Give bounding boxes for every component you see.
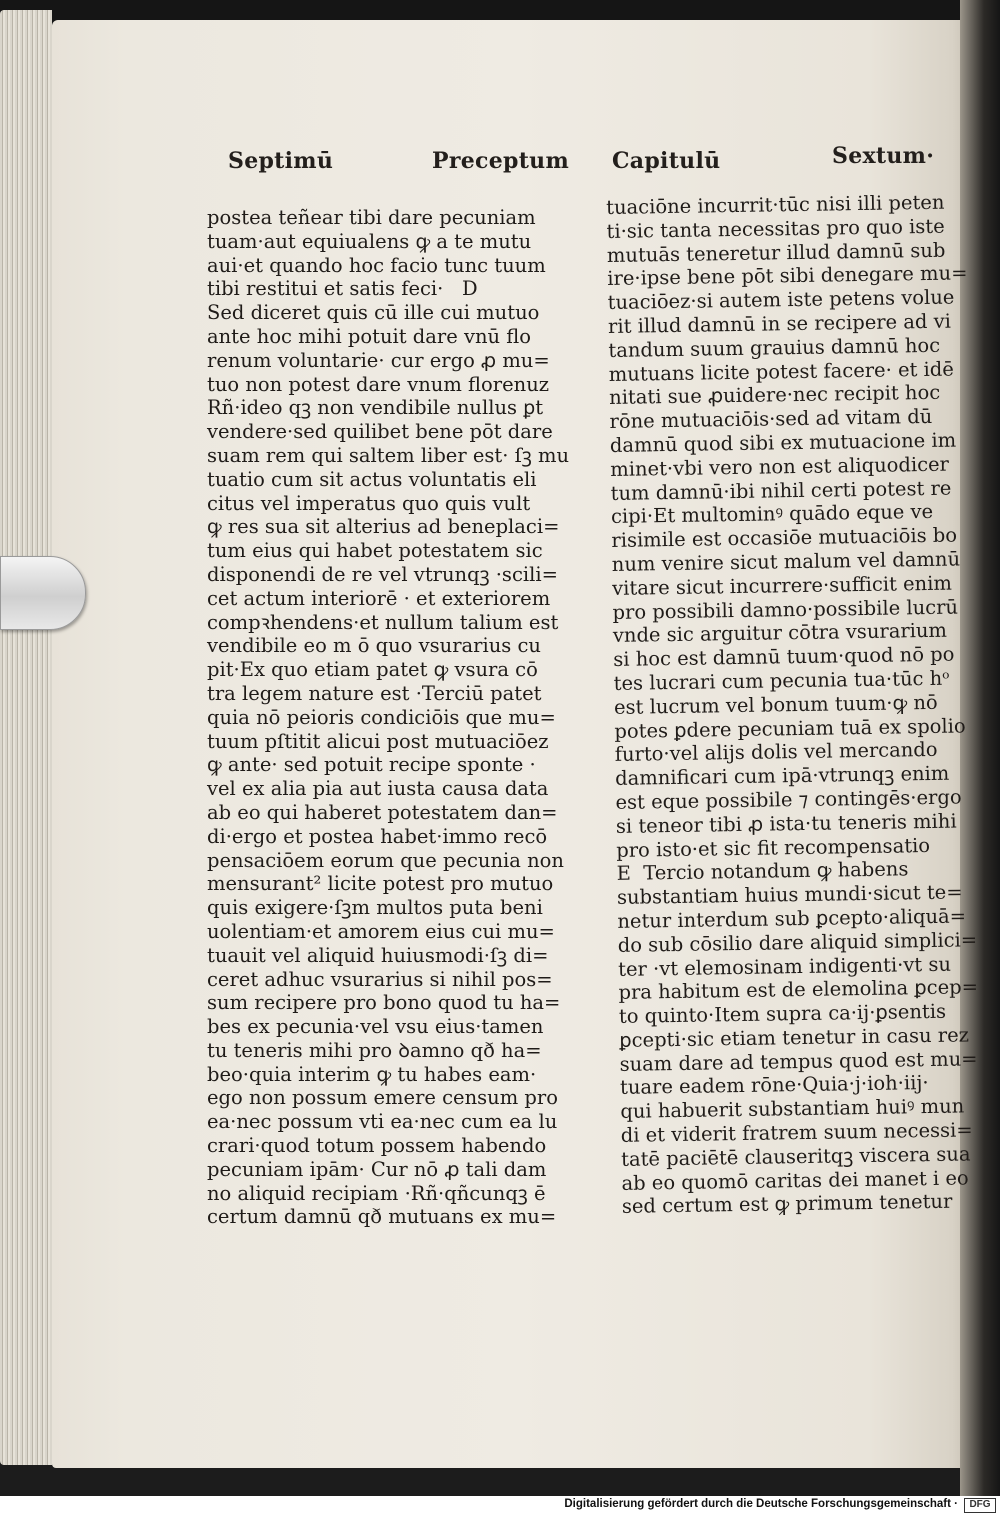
text-line: pra habitum est de elemolina ꝑcep= bbox=[618, 975, 979, 1005]
text-line: E Tercio notandum ꝙ habens bbox=[616, 857, 909, 886]
text-line: vel ex alia pia aut iusta causa data bbox=[207, 777, 549, 801]
text-line: compꝛhendens·et nullum talium est bbox=[207, 610, 559, 634]
text-line: tuo non potest dare vnum florenuz bbox=[207, 372, 550, 396]
text-line: tuare eadem rōne·Quia·j·ioh·iij· bbox=[619, 1071, 929, 1100]
text-line: vnde sic arguitur cōtra vsurarium bbox=[612, 619, 948, 648]
text-line: sed certum est ꝙ primum tenetur bbox=[621, 1190, 953, 1219]
text-line: tibi restitui et satis feci· D bbox=[207, 277, 478, 301]
text-line: ea·nec possum vti ea·nec cum ea lu bbox=[207, 1110, 558, 1134]
text-line: renum voluntarie· cur ergo ꝓ mu= bbox=[207, 348, 550, 372]
text-line: pit·Ex quo etiam patet ꝙ vsura cō bbox=[207, 658, 538, 682]
text-line: ꝑcepti·sic etiam tenetur in casu rez bbox=[619, 1023, 970, 1052]
text-line: rit illud damnū in se recipere ad vi bbox=[607, 309, 952, 338]
text-line: uolentiam·et amorem eius cui mu= bbox=[207, 919, 555, 943]
text-line: est lucrum vel bonum tuum·ꝙ nō bbox=[613, 690, 938, 719]
text-column-left bbox=[207, 206, 569, 1229]
text-line: mutuans licite potest facere· et idē bbox=[608, 357, 955, 386]
text-line: no aliquid recipiam ·Rñ·qñcunqꝫ ē bbox=[207, 1181, 546, 1205]
text-line: nitati sue ꝓuidere·nec recipit hoc bbox=[608, 381, 941, 410]
text-line: substantiam huius mundi·sicut te= bbox=[616, 880, 963, 910]
text-line: suam dare ad tempus quod est mu= bbox=[619, 1046, 978, 1076]
text-line: ceret adhuc vsurarius si nihil pos= bbox=[207, 967, 553, 991]
text-line: ꝙ ante· sed potuit recipe sponte · bbox=[207, 753, 536, 777]
text-line: beo·quia interim ꝙ tu habes eam· bbox=[207, 1062, 537, 1086]
text-line: si teneor tibi ꝓ ista·tu teneris mihi bbox=[615, 809, 957, 838]
funding-credit: Digitalisierung gefördert durch die Deutsche Forschungsgemeinschaft · bbox=[564, 1498, 958, 1510]
text-line: disponendi de re vel vtrunqꝫ ·scili= bbox=[207, 562, 558, 586]
text-line: crari·quod totum possem habendo bbox=[207, 1134, 547, 1158]
text-line: pensaciōem eorum que pecunia non bbox=[207, 848, 564, 872]
text-line: tu teneris mihi pro ꝺamno qð ha= bbox=[207, 1038, 542, 1062]
text-line: tuaciōne incurrit·tūc nisi illi peten bbox=[606, 190, 945, 219]
text-line: cipi·Et multominꝰ quādo eque ve bbox=[610, 500, 934, 529]
text-line: vitare sicut incurrere·sufficit enim bbox=[611, 571, 953, 600]
text-line: vendibile eo m ō quo vsurarius cu bbox=[207, 634, 541, 658]
text-line: ter ·vt elemosinam indigenti·vt su bbox=[617, 952, 952, 981]
text-line: to quinto·Item supra ca·ij·ꝑsentis bbox=[618, 999, 947, 1028]
text-line: tra legem nature est ·Terciū patet bbox=[207, 681, 542, 705]
text-line: quia nō peioris condiciōis que mu= bbox=[207, 705, 556, 729]
text-line: certum damnū qð mutuans ex mu= bbox=[207, 1205, 557, 1229]
running-head-left-2: Preceptum bbox=[432, 148, 570, 174]
text-line: furto·vel alijs dolis vel mercando bbox=[614, 738, 938, 767]
text-line: pro isto·et sic fit recompensatio bbox=[616, 833, 931, 862]
text-line: suam rem qui saltem liber est· ſꝫ mu bbox=[207, 443, 570, 467]
text-line: ab eo quomō caritas dei manet i eo bbox=[621, 1166, 969, 1195]
text-line: tes lucrari cum pecunia tua·tūc hᵒ bbox=[613, 666, 950, 695]
text-line: tum damnū·ibi nihil certi potest re bbox=[610, 476, 952, 505]
text-line: tum eius qui habet potestatem sic bbox=[207, 539, 543, 563]
text-line: tatē paciētē clauseritqꝫ viscera sua bbox=[620, 1142, 971, 1171]
text-line: tuum pſtitit alicui post mutuaciōez bbox=[207, 729, 549, 753]
text-line: qui habuerit substantiam huiꝰ mun bbox=[620, 1094, 965, 1124]
text-line: est eque possibile ⁊ contingēs·ergo bbox=[615, 785, 962, 814]
text-line: potes ꝑdere pecuniam tuā ex spolio bbox=[614, 713, 966, 743]
book-fore-edge bbox=[0, 10, 52, 1465]
text-line: netur interdum sub ꝑcepto·aliquā= bbox=[617, 904, 967, 933]
running-head-left: Septimū bbox=[228, 148, 334, 174]
text-line: tuatio cum sit actus voluntatis eli bbox=[207, 467, 537, 491]
text-line: pro possibili damno·possibile lucrū bbox=[612, 595, 959, 624]
text-line: ab eo qui haberet potestatem dan= bbox=[207, 800, 558, 824]
page-clip bbox=[0, 556, 86, 630]
text-line: sum recipere pro bono quod tu ha= bbox=[207, 991, 561, 1015]
text-line: damnū quod sibi ex mutuacione im bbox=[609, 428, 957, 457]
text-line: aui·et quando hoc facio tunc tuum bbox=[207, 253, 546, 277]
text-line: vendere·sed quilibet bene pōt dare bbox=[207, 420, 553, 444]
text-line: minet·vbi vero non est aliquodicer bbox=[610, 452, 950, 481]
text-line: mutuās teneretur illud damnū sub bbox=[606, 238, 946, 267]
text-line: ire·ipse bene pōt sibi denegare mu= bbox=[607, 261, 968, 291]
text-line: ego non possum emere censum pro bbox=[207, 1086, 558, 1110]
dfg-logo-icon: DFG bbox=[964, 1498, 996, 1513]
running-head-right-2: Sextum· bbox=[832, 143, 935, 169]
text-line: quis exigere·ſꝫm multos puta beni bbox=[207, 896, 543, 920]
text-line: cet actum interiorē · et exteriorem bbox=[207, 586, 551, 610]
text-line: ꝙ res sua sit alterius ad beneplaci= bbox=[207, 515, 560, 539]
text-line: do sub cōsilio dare aliquid simplici= bbox=[617, 927, 978, 957]
text-line: tuam·aut equiualens ꝙ a te mutu bbox=[207, 229, 532, 253]
text-line: risimile est occasiōe mutuaciōis bo bbox=[611, 523, 958, 553]
footer-bar bbox=[0, 1496, 1000, 1517]
text-line: Rñ·ideo qꝫ non vendibile nullus ꝑt bbox=[207, 396, 544, 420]
text-line: bes ex pecunia·vel vsu eius·tamen bbox=[207, 1015, 544, 1039]
text-line: damnificari cum ipā·vtrunqꝫ enim bbox=[614, 761, 950, 791]
text-line: si hoc est damnū tuum·quod nō po bbox=[613, 642, 955, 672]
text-column-right bbox=[606, 190, 982, 1219]
text-line: rōne mutuaciōis·sed ad vitam dū bbox=[609, 405, 933, 434]
text-line: tuauit vel aliquid huiusmodi·ſꝫ di= bbox=[207, 943, 549, 967]
text-line: tandum suum grauius damnū hoc bbox=[608, 333, 941, 362]
text-line: ti·sic tanta necessitas pro quo iste bbox=[606, 214, 945, 243]
text-line: mensurant² licite potest pro mutuo bbox=[207, 872, 554, 896]
text-line: di et viderit fratrem suum necessi= bbox=[620, 1118, 973, 1147]
text-line: tuaciōez·si autem iste petens volue bbox=[607, 285, 955, 315]
text-line: num venire sicut malum vel damnū bbox=[611, 547, 961, 576]
text-line: di·ergo et postea habet·immo recō bbox=[207, 824, 548, 848]
text-line: pecuniam ipām· Cur nō ꝓ tali dam bbox=[207, 1157, 547, 1181]
text-line: postea teñear tibi dare pecuniam bbox=[207, 206, 536, 229]
text-line: citus vel imperatus quo quis vult bbox=[207, 491, 531, 515]
text-line: ante hoc mihi potuit dare vnū flo bbox=[207, 324, 532, 348]
running-head-right: Capitulū bbox=[612, 148, 721, 174]
text-line: Sed diceret quis cū ille cui mutuo bbox=[207, 301, 540, 325]
